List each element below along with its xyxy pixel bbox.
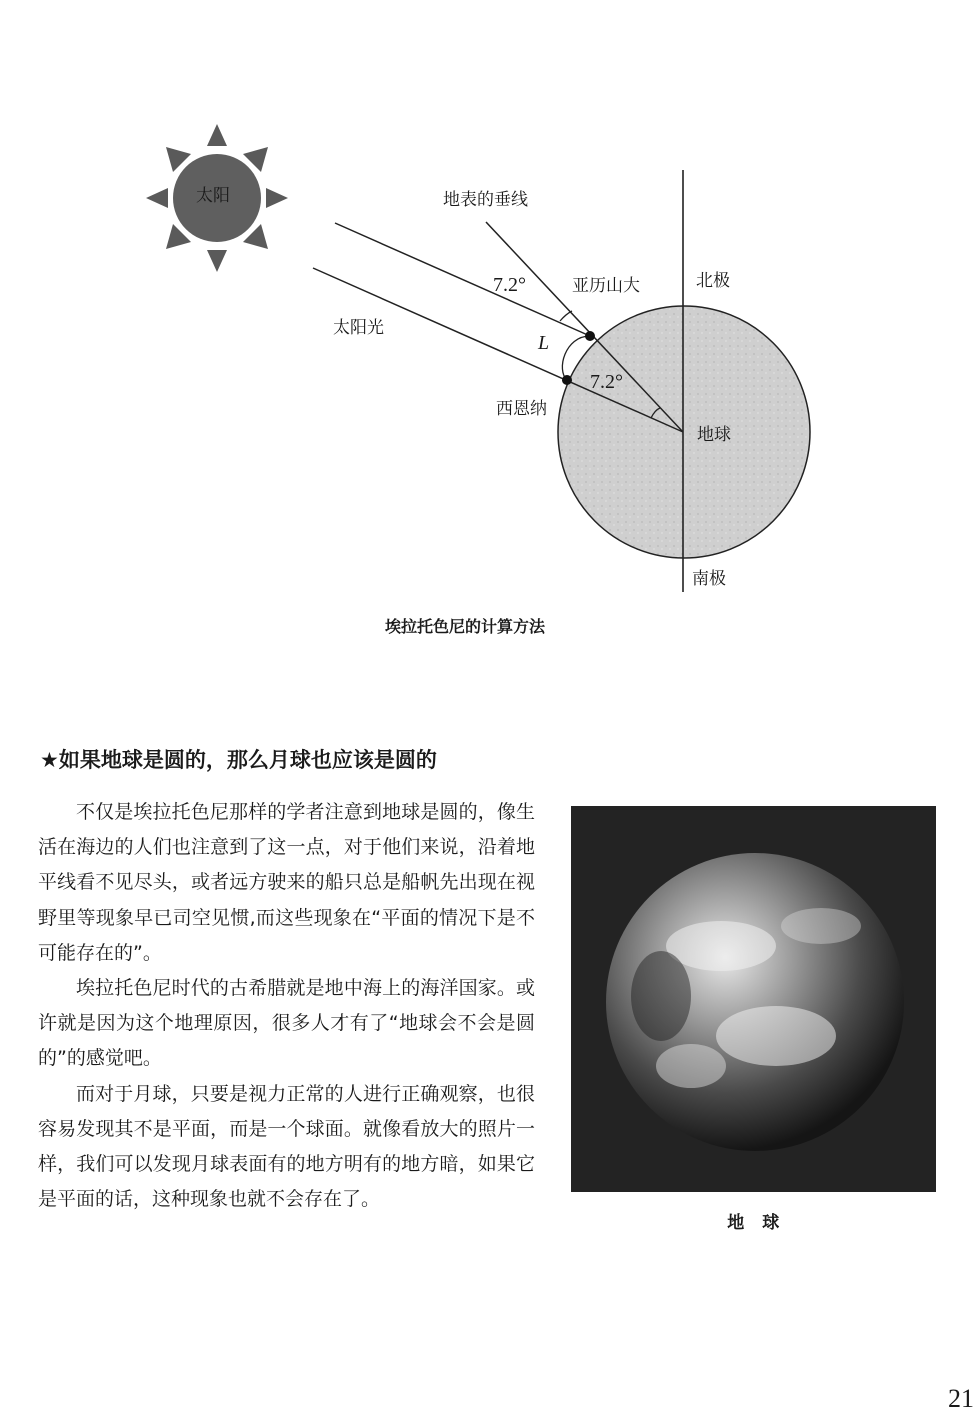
vertical-label: 地表的垂线 <box>443 190 528 210</box>
alexandria-point <box>585 331 595 341</box>
north-pole-label: 北极 <box>696 271 730 291</box>
angle-center-label: 7.2° <box>590 371 623 393</box>
earth-photo-image <box>571 806 936 1192</box>
eratosthenes-diagram <box>0 0 980 660</box>
angle-arc-top <box>560 311 572 321</box>
alexandria-label: 亚历山大 <box>572 276 640 296</box>
paragraph: 埃拉托色尼时代的古希腊就是地中海上的海洋国家。或许就是因为这个地理原因，很多人才有了“地球会不会是圆的”的感觉吧。 <box>38 977 535 1070</box>
section-heading: ★如果地球是圆的，那么月球也应该是圆的 <box>40 748 437 772</box>
figure-caption: 埃拉托色尼的计算方法 <box>384 617 545 636</box>
syene-point <box>562 375 572 385</box>
angle-top-label: 7.2° <box>493 274 526 296</box>
paragraph: 不仅是埃拉托色尼那样的学者注意到地球是圆的，像生活在海边的人们也注意到了这一点，对于他们来说，沿着地平线看不见尽头，或者远方驶来的船只总是船帆先出现在视野里等现象早已司空见惯,而这些现象在“平面的情况下是不可能存在的”。 <box>38 801 535 964</box>
south-pole-label: 南极 <box>692 569 726 589</box>
earth-label: 地球 <box>697 425 731 445</box>
sunlight-label: 太阳光 <box>333 318 384 338</box>
sun-label: 太阳 <box>196 186 230 206</box>
paragraph: 而对于月球，只要是视力正常的人进行正确观察，也很容易发现其不是平面，而是一个球面。就像看放大的照片一样，我们可以发现月球表面有的地方明有的地方暗，如果它是平面的话，这种现象也就不会存在了。 <box>38 1082 535 1211</box>
arc-L-label: L <box>538 332 550 354</box>
page-number: 21 <box>948 1384 974 1413</box>
body-text <box>38 795 535 1217</box>
photo-caption: 地 球 <box>727 1213 780 1233</box>
earth-circle <box>558 306 810 558</box>
earth-photo <box>571 806 936 1192</box>
syene-label: 西恩纳 <box>496 399 547 419</box>
